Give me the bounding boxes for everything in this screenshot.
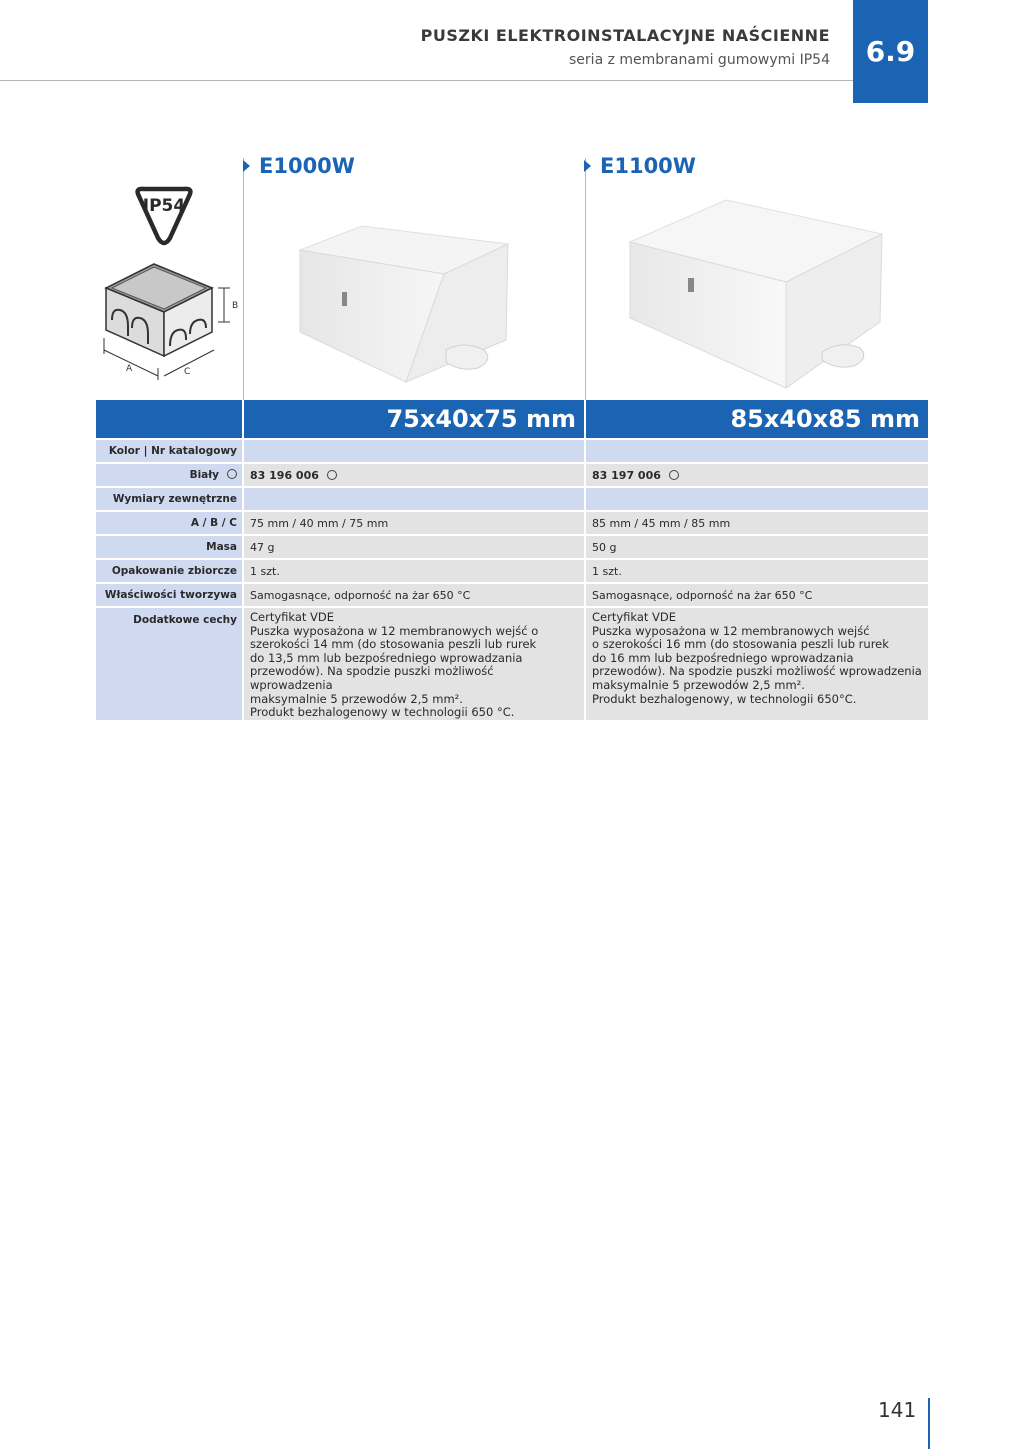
feature-line: do 16 mm lub bezpośredniego wprowadzania bbox=[592, 650, 854, 665]
catalog-number-2 bbox=[585, 463, 928, 487]
catalog-number-1 bbox=[243, 463, 585, 487]
dim-label-c: C bbox=[184, 367, 191, 377]
table-cell bbox=[243, 439, 585, 463]
circle-icon bbox=[669, 470, 679, 480]
circle-icon bbox=[327, 470, 337, 480]
dims-value-2: 85 mm / 45 mm / 85 mm bbox=[585, 511, 928, 535]
catalog-number-text-2: 83 197 006 bbox=[592, 468, 661, 482]
features-value-1 bbox=[243, 607, 585, 721]
mass-value-2: 50 g bbox=[585, 535, 928, 559]
row-label-pack: Opakowanie zbiorcze bbox=[96, 559, 243, 583]
dim-label-a: A bbox=[126, 364, 133, 374]
feature-line: Produkt bezhalogenowy w technologii 650 °C. bbox=[250, 705, 515, 720]
pack-value-1: 1 szt. bbox=[243, 559, 585, 583]
row-label-abc: A / B / C bbox=[96, 511, 243, 535]
feature-line: Certyfikat VDE bbox=[250, 610, 335, 624]
product-image-1 bbox=[296, 222, 526, 390]
table-row bbox=[96, 439, 928, 463]
arrow-right-icon bbox=[243, 160, 250, 172]
row-label-white bbox=[96, 463, 243, 487]
circle-icon bbox=[227, 469, 237, 479]
feature-line: maksymalnie 5 przewodów 2,5 mm². bbox=[250, 691, 463, 706]
product-title-1 bbox=[243, 154, 355, 178]
product-name-2: E1100W bbox=[600, 154, 696, 178]
table-row bbox=[96, 535, 928, 559]
product-title-2 bbox=[584, 154, 696, 178]
feature-line: szerokości 14 mm (do stosowania peszli lub rurek bbox=[250, 637, 537, 652]
dims-value-1: 75 mm / 40 mm / 75 mm bbox=[243, 511, 585, 535]
page-number-bar bbox=[928, 1398, 930, 1449]
table-row bbox=[96, 511, 928, 535]
mass-value-1: 47 g bbox=[243, 535, 585, 559]
material-value-1: Samogasnące, odporność na żar 650 °C bbox=[243, 583, 585, 607]
material-value-2: Samogasnące, odporność na żar 650 °C bbox=[585, 583, 928, 607]
page-number: 141 bbox=[878, 1398, 917, 1422]
table-row bbox=[96, 607, 928, 721]
header-subtitle: seria z membranami gumowymi IP54 bbox=[569, 52, 830, 68]
table-header-corner bbox=[96, 400, 243, 439]
table-row bbox=[96, 559, 928, 583]
product-size-2: 85x40x85 mm bbox=[585, 400, 928, 439]
feature-line: do 13,5 mm lub bezpośredniego wprowadzania bbox=[250, 650, 523, 665]
feature-line: Produkt bezhalogenowy, w technologii 650°C. bbox=[592, 691, 857, 706]
label-white-text: Biały bbox=[189, 469, 219, 481]
ip54-badge-text: IP54 bbox=[142, 196, 186, 216]
dim-label-b: B bbox=[232, 301, 239, 311]
feature-line: Puszka wyposażona w 12 membranowych wejść bbox=[592, 623, 870, 638]
column-divider-2 bbox=[585, 158, 586, 400]
row-label-color-cat: Kolor | Nr katalogowy bbox=[96, 439, 243, 463]
table-row bbox=[96, 463, 928, 487]
header-title: PUSZKI ELEKTROINSTALACYJNE NAŚCIENNE bbox=[420, 26, 830, 45]
row-label-material: Właściwości tworzywa bbox=[96, 583, 243, 607]
table-cell bbox=[585, 439, 928, 463]
feature-line: Puszka wyposażona w 12 membranowych wejść o bbox=[250, 623, 539, 638]
section-number-box bbox=[853, 0, 928, 103]
product-image-2 bbox=[626, 198, 888, 390]
arrow-right-icon bbox=[584, 160, 591, 172]
product-size-1: 75x40x75 mm bbox=[243, 400, 585, 439]
features-value-2 bbox=[585, 607, 928, 721]
product-name-1: E1000W bbox=[259, 154, 355, 178]
table-row bbox=[96, 583, 928, 607]
pack-value-2: 1 szt. bbox=[585, 559, 928, 583]
row-label-mass: Masa bbox=[96, 535, 243, 559]
dimension-drawing bbox=[98, 258, 248, 380]
feature-line: o szerokości 16 mm (do stosowania peszli lub rurek bbox=[592, 637, 889, 652]
table-header-row bbox=[96, 400, 928, 439]
feature-line: przewodów). Na spodzie puszki możliwość wprowadzenia bbox=[250, 664, 494, 692]
table-cell bbox=[243, 487, 585, 511]
row-label-features: Dodatkowe cechy bbox=[96, 607, 243, 721]
spec-table bbox=[96, 400, 928, 722]
row-label-dims-cat: Wymiary zewnętrzne bbox=[96, 487, 243, 511]
header-divider bbox=[0, 80, 854, 81]
table-cell bbox=[585, 487, 928, 511]
feature-line: Certyfikat VDE bbox=[592, 610, 677, 624]
ip54-badge-icon bbox=[132, 186, 196, 246]
section-number: 6.9 bbox=[865, 35, 916, 68]
feature-line: maksymalnie 5 przewodów 2,5 mm². bbox=[592, 677, 805, 692]
table-row bbox=[96, 487, 928, 511]
feature-line: przewodów). Na spodzie puszki możliwość wprowadzenia bbox=[592, 664, 922, 679]
catalog-number-text-1: 83 196 006 bbox=[250, 468, 319, 482]
